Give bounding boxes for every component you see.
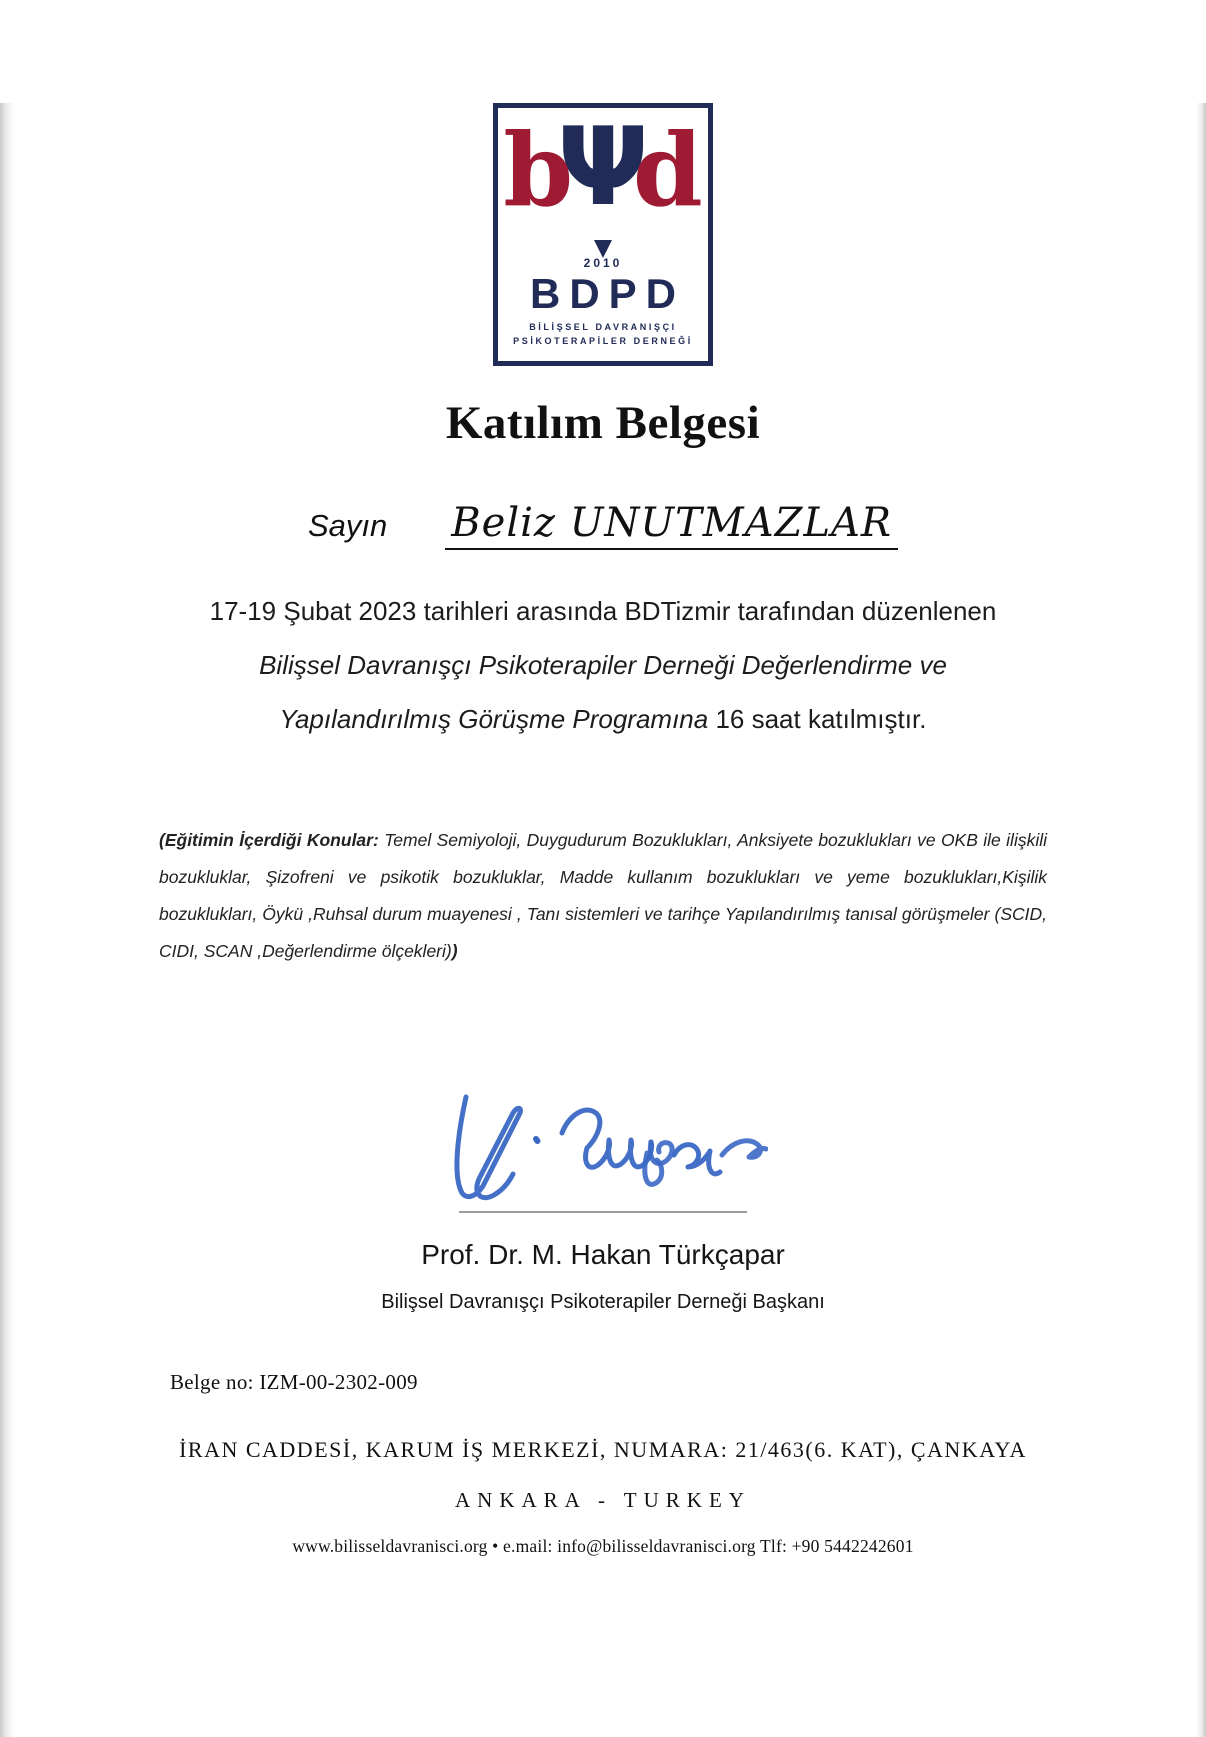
training-topics-paragraph [159, 822, 1047, 970]
logo-org-line1: BİLİŞSEL DAVRANIŞÇI [529, 322, 677, 333]
recipient-name: Beliz UNUTMAZLAR [445, 500, 898, 550]
page-left-edge-shadow [0, 103, 14, 1737]
logo-year: 2010 [583, 256, 623, 270]
page-right-edge-shadow [1196, 103, 1206, 1737]
footer-contact-info: www.bilisseldavranisci.org • e.mail: info@bilisseldavranisci.org Tlf: +90 5442242601 [292, 1535, 914, 1556]
monogram-letter-b: b [503, 111, 574, 229]
logo-acronym: BDPD [529, 270, 685, 317]
signatory-title: Bilişsel Davranışçı Psikoterapiler Derneği Başkanı [381, 1290, 825, 1313]
handwritten-signature [438, 1089, 768, 1207]
signature-block [0, 1089, 1206, 1314]
body-text-program-name: Bilişsel Davranışçı Psikoterapiler Derneği Değerlendirme ve Yapılandırılmış Görüşme Programına [259, 650, 947, 735]
topics-lead-label: (Eğitimin İçerdiği Konular: [159, 830, 379, 851]
topics-list-text: Temel Semiyoloji, Duygudurum Bozuklukları, Anksiyete bozuklukları ve OKB ile ilişkili bozukluklar, Şizofreni ve psikotik bozukluklar, Madde kullanım bozuklukları ve yeme bozuklukları,Kişilik bozuklukları, Öykü ,Ruhsal durum muayenesi , Tanı sistemleri ve tarihçe Yapılandırılmış tanısal görüşmeler (SCID, CIDI, SCAN ,Değerlendirme ölçekleri) [159, 830, 1047, 962]
topics-closing-paren: ) [451, 941, 458, 962]
body-text-end: 16 saat katılmıştır. [708, 704, 927, 735]
salutation-label: Sayın [307, 507, 388, 543]
document-number: Belge no: IZM-00-2302-009 [170, 1369, 418, 1394]
bdpd-logo [493, 103, 713, 366]
psi-stem-base [594, 240, 612, 258]
logo-org-line2: PSİKOTERAPİLER DERNEĞİ [513, 336, 693, 347]
recipient-row [0, 500, 1206, 550]
address-line-1: İRAN CADDESİ, KARUM İŞ MERKEZİ, NUMARA: 21/463(6. KAT), ÇANKAYA [179, 1436, 1027, 1462]
bdpd-monogram-icon [503, 105, 703, 246]
certificate-page [0, 103, 1206, 1737]
signatory-name: Prof. Dr. M. Hakan Türkçapar [421, 1238, 785, 1270]
psi-symbol-icon: Ψ [557, 105, 649, 230]
signature-underline [459, 1211, 747, 1213]
address-line-2: ANKARA - TURKEY [455, 1487, 751, 1512]
monogram-letter-d: d [632, 111, 703, 229]
certificate-title: Katılım Belgesi [445, 396, 761, 449]
body-text-start: 17-19 Şubat 2023 tarihleri arasında BDTizmir tarafından düzenlenen [209, 595, 997, 626]
certificate-body-paragraph [208, 584, 998, 746]
